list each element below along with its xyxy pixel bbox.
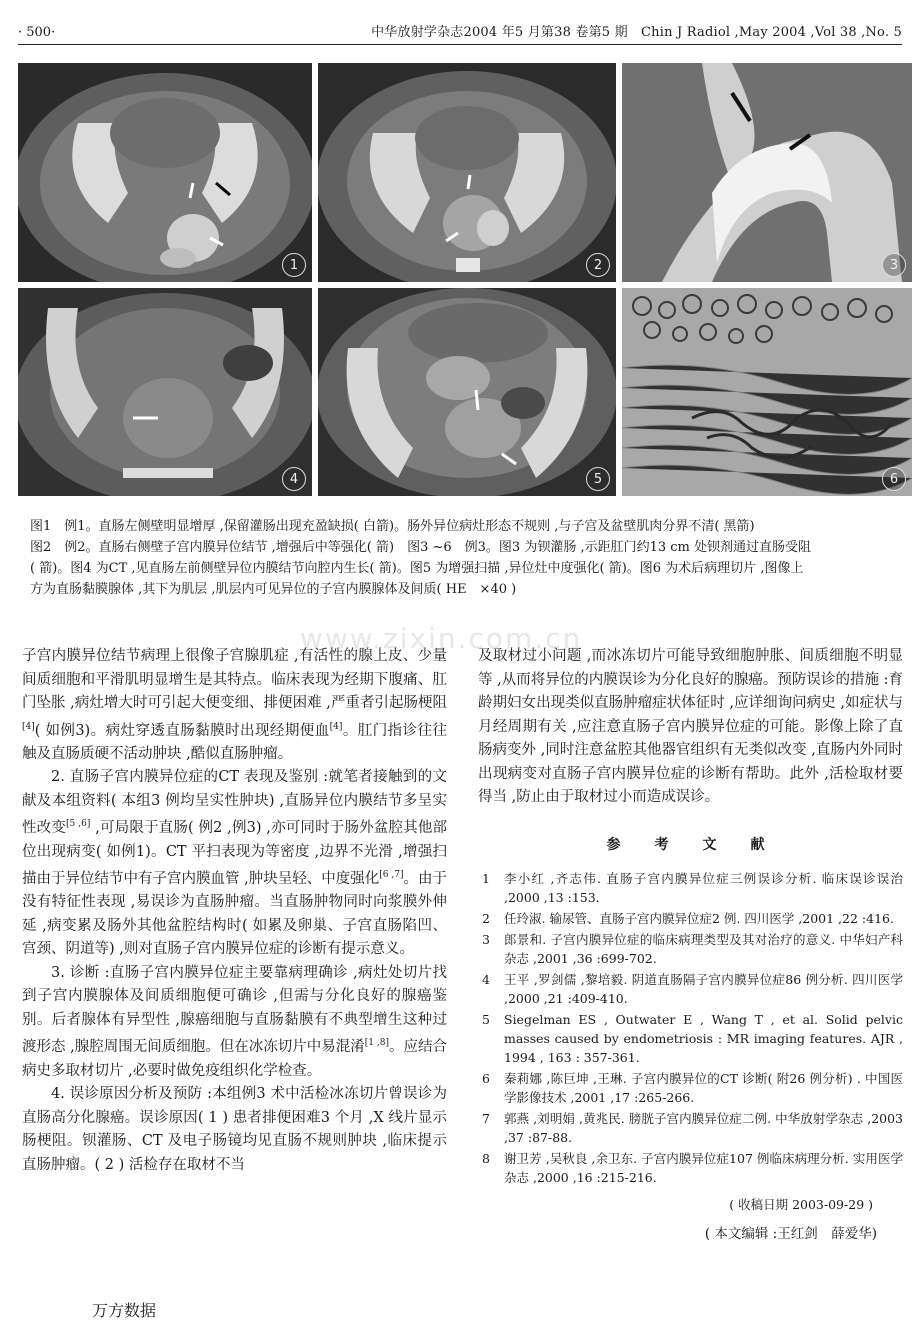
figure-6 (622, 288, 912, 496)
paragraph: 子宫内膜异位结节病理上很像子宫腺肌症 ,有活性的腺上皮、少量间质细胞和平滑肌明显增生是其特点。临床表现为经期下腹痛、肛门坠胀 ,病灶增大时可引起大便变细、排便困难 ,严重者引起肠梗阻[4]( 如例3)。病灶穿透直肠黏膜时出现经期便血[4]。肛门指诊往往触及直肠质硬不活动肿块 ,酷似直肠肿瘤。 (22, 648, 447, 762)
figure-caption (30, 516, 890, 600)
caption-line: 图1 例1。直肠左侧壁明显增厚 ,保留灌肠出现充盈缺损( 白箭)。肠外异位病灶形态不规则 ,与子宫及盆壁肌肉分界不清( 黑箭) (30, 519, 755, 534)
reference-number: 7 (482, 1111, 490, 1126)
page-number: · 500· (18, 25, 56, 40)
page-header (18, 18, 902, 45)
reference-item (478, 869, 903, 907)
reference-number: 4 (482, 972, 490, 987)
reference-text: 李小红 ,齐志伟. 直肠子宫内膜异位症三例误诊分析. 临床误诊误治 ,2000 ,13 :153. (504, 871, 903, 905)
reference-number: 1 (482, 871, 490, 886)
paragraph: 及取材过小问题 ,而冰冻切片可能导致细胞肿胀、间质细胞不明显等 ,从而将异位的内膜误诊为分化良好的腺癌。预防误诊的措施 :育龄期妇女出现类似直肠肿瘤症状体征时 ,应详细询问病史 ,如症状与月经周期有关 ,应注意直肠子宫内膜异位症的可能。影像上除了直肠病变外 ,同时注意盆腔其他器官组织有无类似改变 ,直肠内外同时出现病变对直肠子宫内膜异位症的诊断有帮助。此外 ,活检取材要得当 ,防止由于取材过小而造成误诊。 (478, 648, 903, 805)
reference-text: 郎景和. 子宫内膜异位症的临床病理类型及其对治疗的意义. 中华妇产科杂志 ,2001 ,36 :699-702. (504, 932, 903, 966)
paragraph: 3. 诊断 :直肠子宫内膜异位症主要靠病理确诊 ,病灶处切片找到子宫内膜腺体及间质细胞便可确诊 ,但需与分化良好的腺癌鉴别。后者腺体有异型性 ,腺癌细胞与直肠黏膜有不典型增生这种过渡形态 ,腺腔周围无间质细胞。但在冰冻切片中易混淆[1 ,8]。应结合病史多取材切片 ,必要时做免疫组织化学检查。 (22, 964, 447, 1079)
reference-item (478, 1010, 903, 1067)
reference-item (478, 970, 903, 1008)
reference-text: 秦莉娜 ,陈巨坤 ,王琳. 子宫内膜异位的CT 诊断( 附26 例分析) . 中国医学影像技术 ,2001 ,17 :265-266. (504, 1071, 903, 1105)
reference-text: 谢卫芳 ,吴秋良 ,余卫东. 子宫内膜异位症107 例临床病理分析. 实用医学杂志 ,2000 ,16 :215-216. (504, 1151, 903, 1185)
ct-scan-image (18, 288, 312, 496)
reference-number: 6 (482, 1071, 490, 1086)
figure-5 (318, 288, 616, 496)
barium-enema-image (622, 63, 912, 282)
ct-scan-image (318, 288, 616, 496)
caption-line: 图2 例2。直肠右侧壁子宫内膜异位结节 ,增强后中等强化( 箭) 图3 ~6 例3。图3 为钡灌肠 ,示距肛门约13 cm 处钡剂通过直肠受阻 (30, 540, 812, 555)
reference-text: 任玲淑. 输尿管、直肠子宫内膜异位症2 例. 四川医学 ,2001 ,22 :416. (504, 911, 894, 926)
reference-number: 5 (482, 1012, 490, 1027)
figure-label: 3 (882, 253, 906, 277)
reference-item (478, 930, 903, 968)
right-column (478, 645, 903, 1246)
reference-item (478, 1109, 903, 1147)
figure-label: 4 (282, 467, 306, 491)
reference-text: 郭燕 ,刘明娟 ,黄兆民. 膀胱子宫内膜异位症二例. 中华放射学杂志 ,2003 ,37 :87-88. (504, 1111, 903, 1145)
watermark: www.zixin.com.cn (300, 622, 583, 655)
figure-2 (318, 63, 616, 282)
figure-3 (622, 63, 912, 282)
figure-label: 5 (586, 467, 610, 491)
reference-item (478, 909, 903, 928)
reference-text: 王平 ,罗剑儒 ,黎培毅. 阴道直肠隔子宫内膜异位症86 例分析. 四川医学 ,2000 ,21 :409-410. (504, 972, 903, 1006)
reference-item (478, 1069, 903, 1107)
figure-1 (18, 63, 312, 282)
caption-line: 方为直肠黏膜腺体 ,其下为肌层 ,肌层内可见异位的子宫内膜腺体及间质( HE ×40 ) (30, 582, 517, 597)
figure-label: 6 (882, 467, 906, 491)
figure-label: 1 (282, 253, 306, 277)
paragraph: 4. 误诊原因分析及预防 :本组例3 术中活检冰冻切片曾误诊为直肠高分化腺癌。误诊原因( 1 ) 患者排便困难3 个月 ,X 线片显示肠梗阻。钡灌肠、CT 及电子肠镜均见直肠不规则肿块 ,临床提示直肠肿瘤。( 2 ) 活检存在取材不当 (22, 1086, 447, 1173)
reference-number: 3 (482, 932, 490, 947)
ct-scan-image (318, 63, 616, 282)
histology-image (622, 288, 912, 496)
ct-scan-image (18, 63, 312, 282)
references-title: 参 考 文 献 (606, 836, 775, 853)
left-column (22, 645, 447, 1177)
paragraph: 2. 直肠子宫内膜异位症的CT 表现及鉴别 :就笔者接触到的文献及本组资料( 本组3 例均呈实性肿块) ,直肠异位内膜结节多呈实性改变[5 ,6] ,可局限于直肠( 例2 ,例3) ,亦可同时于肠外盆腔其他部位出现病变( 如例1)。CT 平扫表现为等密度 ,边界不光滑 ,增强扫描由于异位结节中有子宫内膜血管 ,肿块呈轻、中度强化[6 ,7]。由于没有特征性表现 ,易误诊为直肠肿瘤。当直肠肿物同时向浆膜外伸延 ,病变累及肠外其他盆腔结构时( 如累及卵巢、子宫直肠陷凹、宫颈、阴道等) ,则对直肠子宫内膜异位症的诊断有提示意义。 (22, 769, 448, 958)
journal-info: 中华放射学杂志2004 年5 月第38 卷第5 期 Chin J Radiol ,May 2004 ,Vol 38 ,No. 5 (371, 25, 902, 40)
figure-label: 2 (586, 253, 610, 277)
received-date: ( 收稿日期 2003-09-29 ) (729, 1197, 873, 1212)
reference-text: Siegelman ES , Outwater E , Wang T , et al. Solid pelvic masses caused by endometriosis : MR imaging features. AJR , 1994 , 163 : 357-361. (504, 1012, 903, 1065)
reference-list (478, 869, 903, 1187)
reference-item (478, 1149, 903, 1187)
caption-line: ( 箭)。图4 为CT ,见直肠左前侧壁异位内膜结节向腔内生长( 箭)。图5 为增强扫描 ,异位灶中度强化( 箭)。图6 为术后病理切片 ,图像上 (30, 561, 804, 576)
footer-source: 万方数据 (92, 1301, 157, 1320)
reference-number: 2 (482, 911, 490, 926)
reference-number: 8 (482, 1151, 490, 1166)
editor-credit: ( 本文编辑 :王红剑 薛爱华) (704, 1225, 877, 1242)
figure-4 (18, 288, 312, 496)
